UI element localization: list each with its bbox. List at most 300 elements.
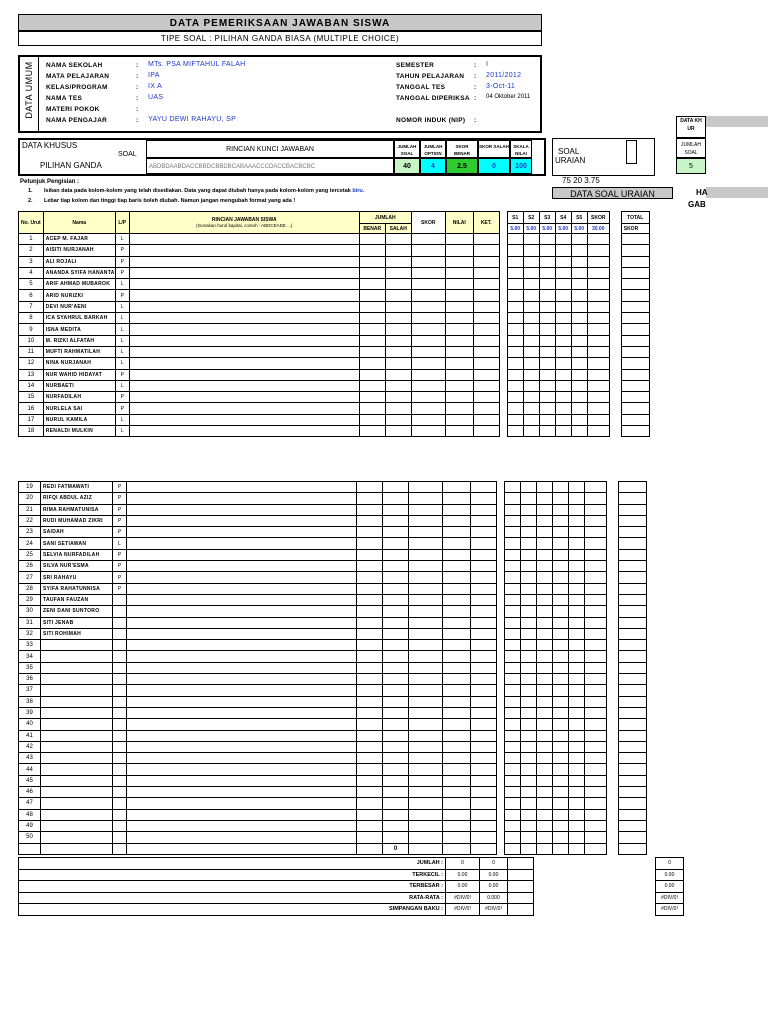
row-ket[interactable] [473,403,499,414]
row-s2[interactable] [521,538,537,549]
row-rincian[interactable] [127,719,357,730]
row-nama[interactable]: SELVIA NURFADILAH [41,549,113,560]
row-s3[interactable] [539,403,555,414]
row-s1[interactable] [505,617,521,628]
row-ket[interactable] [473,324,499,335]
row-s5[interactable] [571,358,587,369]
row-ket[interactable] [471,707,497,718]
row-ket[interactable] [471,674,497,685]
row-ket[interactable] [473,380,499,391]
row-s1[interactable] [505,787,521,798]
row-s2[interactable] [521,685,537,696]
row-s4[interactable] [553,628,569,639]
row-s2[interactable] [521,628,537,639]
row-s1[interactable] [505,572,521,583]
row-lp[interactable] [113,787,127,798]
row-s1[interactable] [507,245,523,256]
row-s2[interactable] [521,798,537,809]
row-s4[interactable] [553,696,569,707]
row-s4[interactable] [555,392,571,403]
row-s5[interactable] [571,301,587,312]
row-ket[interactable] [471,583,497,594]
row-ket[interactable] [473,279,499,290]
row-s1[interactable] [507,234,523,245]
row-s2[interactable] [521,832,537,843]
row-s4[interactable] [555,267,571,278]
row-s2[interactable] [523,369,539,380]
row-s4[interactable] [553,674,569,685]
row-s5[interactable] [571,403,587,414]
khusus-col-value[interactable]: 4 [420,158,446,174]
row-ket[interactable] [471,561,497,572]
row-rincian[interactable] [127,482,357,493]
row-s2[interactable] [521,820,537,831]
row-s1[interactable] [505,482,521,493]
row-s3[interactable] [537,832,553,843]
row-s3[interactable] [539,369,555,380]
row-s5[interactable] [569,606,585,617]
row-s3[interactable] [537,685,553,696]
row-s3[interactable] [539,414,555,425]
row-s2[interactable] [523,403,539,414]
row-ket[interactable] [471,617,497,628]
row-lp[interactable]: L [115,313,129,324]
row-lp[interactable] [113,809,127,820]
row-rincian[interactable] [127,662,357,673]
row-s5[interactable] [569,753,585,764]
row-ket[interactable] [473,267,499,278]
row-s4[interactable] [553,730,569,741]
row-s3[interactable] [539,346,555,357]
row-s3[interactable] [537,764,553,775]
row-s3[interactable] [537,504,553,515]
row-s3[interactable] [539,313,555,324]
row-s5[interactable] [569,493,585,504]
row-lp[interactable] [113,730,127,741]
row-s4[interactable] [553,561,569,572]
umum-value[interactable]: YAYU DEWI RAHAYU, SP [148,116,237,123]
row-lp[interactable]: L [113,538,127,549]
row-s1[interactable] [507,426,523,437]
row-nama[interactable]: SILVA NUR'ESMA [41,561,113,572]
row-rincian[interactable] [129,279,359,290]
row-s3[interactable] [537,730,553,741]
row-lp[interactable] [113,651,127,662]
row-lp[interactable] [113,832,127,843]
row-nama[interactable]: M. RIZKI ALFATAH [43,335,115,346]
row-s3[interactable] [539,245,555,256]
row-nama[interactable]: SITI JENAB [41,617,113,628]
row-s2[interactable] [523,313,539,324]
row-ket[interactable] [471,696,497,707]
row-nama[interactable] [41,685,113,696]
row-s2[interactable] [521,527,537,538]
row-s1[interactable] [505,719,521,730]
row-s5[interactable] [571,335,587,346]
row-s3[interactable] [537,820,553,831]
uraian-skor-value[interactable]: 5.00 [571,224,587,234]
row-lp[interactable] [113,594,127,605]
row-s1[interactable] [505,764,521,775]
row-nama[interactable]: NURUL KAMILA [43,414,115,425]
row-lp[interactable]: L [115,414,129,425]
row-rincian[interactable] [127,617,357,628]
row-s3[interactable] [537,628,553,639]
row-lp[interactable] [113,685,127,696]
uraian-skor-value[interactable]: 5.00 [539,224,555,234]
row-ket[interactable] [473,358,499,369]
row-ket[interactable] [471,775,497,786]
row-s2[interactable] [521,775,537,786]
row-s5[interactable] [569,809,585,820]
row-s1[interactable] [505,594,521,605]
row-s1[interactable] [505,640,521,651]
row-s1[interactable] [507,313,523,324]
row-lp[interactable] [113,798,127,809]
row-lp[interactable]: P [113,561,127,572]
row-s2[interactable] [521,651,537,662]
row-s4[interactable] [555,369,571,380]
row-s4[interactable] [553,787,569,798]
umum-value[interactable]: I [486,61,489,68]
row-s3[interactable] [539,358,555,369]
row-rincian[interactable] [129,245,359,256]
row-s5[interactable] [569,583,585,594]
row-s4[interactable] [555,256,571,267]
row-s2[interactable] [521,753,537,764]
row-s3[interactable] [539,301,555,312]
row-rincian[interactable] [127,606,357,617]
row-s2[interactable] [521,696,537,707]
row-ket[interactable] [471,572,497,583]
row-s1[interactable] [505,674,521,685]
row-s3[interactable] [539,256,555,267]
row-rincian[interactable] [127,651,357,662]
row-lp[interactable]: P [113,515,127,526]
row-s5[interactable] [571,426,587,437]
row-s5[interactable] [571,392,587,403]
row-nama[interactable]: ISNA MEDITA [43,324,115,335]
row-lp[interactable] [113,606,127,617]
row-s4[interactable] [553,504,569,515]
row-s2[interactable] [523,426,539,437]
row-rincian[interactable] [129,301,359,312]
row-lp[interactable] [113,696,127,707]
row-s4[interactable] [555,245,571,256]
row-nama[interactable] [41,832,113,843]
row-lp[interactable]: P [115,290,129,301]
row-s3[interactable] [539,290,555,301]
row-s3[interactable] [537,617,553,628]
row-lp[interactable]: P [115,245,129,256]
row-s2[interactable] [523,335,539,346]
row-lp[interactable]: P [113,482,127,493]
row-s4[interactable] [553,741,569,752]
row-lp[interactable]: L [115,324,129,335]
row-s3[interactable] [539,392,555,403]
row-ket[interactable] [473,369,499,380]
row-rincian[interactable] [129,392,359,403]
row-nama[interactable] [41,798,113,809]
row-s3[interactable] [537,674,553,685]
row-s1[interactable] [505,707,521,718]
row-s1[interactable] [507,346,523,357]
row-s3[interactable] [537,809,553,820]
row-s2[interactable] [521,764,537,775]
row-nama[interactable] [41,820,113,831]
umum-value[interactable]: IPA [148,72,160,79]
row-s4[interactable] [553,606,569,617]
row-s4[interactable] [553,764,569,775]
row-nama[interactable]: SAIDAH [41,527,113,538]
row-ket[interactable] [473,426,499,437]
row-rincian[interactable] [127,594,357,605]
row-s1[interactable] [505,628,521,639]
row-lp[interactable]: P [115,267,129,278]
row-s4[interactable] [555,324,571,335]
row-nama[interactable]: RENALDI MULKIN [43,426,115,437]
row-s1[interactable] [505,798,521,809]
uraian-skor-value[interactable]: 5.00 [507,224,523,234]
row-nama[interactable]: ICA SYAHRUL BARKAH [43,313,115,324]
row-ket[interactable] [471,719,497,730]
row-nama[interactable] [41,741,113,752]
row-s3[interactable] [537,662,553,673]
row-rincian[interactable] [127,775,357,786]
row-s3[interactable] [537,572,553,583]
row-ket[interactable] [473,392,499,403]
row-s5[interactable] [569,696,585,707]
row-rincian[interactable] [129,380,359,391]
row-nama[interactable]: NINA NURJANAH [43,358,115,369]
row-ket[interactable] [471,527,497,538]
row-rincian[interactable] [127,640,357,651]
row-s2[interactable] [523,234,539,245]
row-s5[interactable] [569,832,585,843]
row-s2[interactable] [521,515,537,526]
row-s4[interactable] [553,482,569,493]
row-ket[interactable] [471,504,497,515]
row-rincian[interactable] [127,515,357,526]
row-s4[interactable] [553,617,569,628]
row-s5[interactable] [569,572,585,583]
khusus-col-value[interactable]: 100 [510,158,532,174]
row-s5[interactable] [571,256,587,267]
row-ket[interactable] [473,256,499,267]
row-lp[interactable]: L [115,335,129,346]
row-s3[interactable] [539,279,555,290]
row-s3[interactable] [539,267,555,278]
row-ket[interactable] [471,798,497,809]
row-s2[interactable] [521,662,537,673]
row-lp[interactable] [113,707,127,718]
row-s2[interactable] [521,482,537,493]
row-s2[interactable] [521,719,537,730]
row-s3[interactable] [537,798,553,809]
row-s3[interactable] [537,606,553,617]
row-rincian[interactable] [129,267,359,278]
row-s5[interactable] [569,561,585,572]
row-s1[interactable] [507,267,523,278]
row-s2[interactable] [521,809,537,820]
umum-value[interactable]: 2011/2012 [486,72,522,79]
row-rincian[interactable] [127,809,357,820]
row-s1[interactable] [507,392,523,403]
row-lp[interactable]: L [115,301,129,312]
row-lp[interactable] [113,628,127,639]
row-rincian[interactable] [127,730,357,741]
row-ket[interactable] [473,234,499,245]
row-s5[interactable] [569,482,585,493]
row-s1[interactable] [505,685,521,696]
row-s4[interactable] [553,549,569,560]
row-lp[interactable]: L [115,346,129,357]
row-s4[interactable] [553,572,569,583]
row-s2[interactable] [523,414,539,425]
row-s3[interactable] [539,335,555,346]
row-nama[interactable] [41,674,113,685]
row-nama[interactable] [41,707,113,718]
row-s4[interactable] [553,594,569,605]
row-s4[interactable] [555,279,571,290]
row-s4[interactable] [553,820,569,831]
row-s1[interactable] [505,515,521,526]
row-s5[interactable] [571,234,587,245]
row-ket[interactable] [471,753,497,764]
row-rincian[interactable] [129,346,359,357]
row-s5[interactable] [569,764,585,775]
row-lp[interactable] [113,674,127,685]
row-s5[interactable] [571,414,587,425]
row-s2[interactable] [523,324,539,335]
row-s4[interactable] [553,798,569,809]
row-lp[interactable] [113,741,127,752]
row-s1[interactable] [505,493,521,504]
row-s5[interactable] [569,617,585,628]
row-s5[interactable] [569,787,585,798]
row-s2[interactable] [523,267,539,278]
row-s5[interactable] [569,640,585,651]
row-nama[interactable] [41,662,113,673]
row-rincian[interactable] [129,256,359,267]
row-s4[interactable] [555,426,571,437]
row-s1[interactable] [505,730,521,741]
row-ket[interactable] [471,628,497,639]
row-nama[interactable] [41,809,113,820]
row-nama[interactable]: NURFADILAH [43,392,115,403]
row-rincian[interactable] [127,741,357,752]
row-nama[interactable]: DEVI NUR'AENI [43,301,115,312]
row-s3[interactable] [537,707,553,718]
row-nama[interactable]: ARIF AHMAD MUBAROK [43,279,115,290]
row-nama[interactable]: RUDI MUHAMAD ZIKRI [41,515,113,526]
row-rincian[interactable] [127,820,357,831]
row-s3[interactable] [537,696,553,707]
row-s2[interactable] [521,549,537,560]
row-rincian[interactable] [127,832,357,843]
row-ket[interactable] [471,820,497,831]
row-nama[interactable] [41,651,113,662]
row-nama[interactable]: ZENI DANI SUNTORO [41,606,113,617]
row-s5[interactable] [571,369,587,380]
row-s2[interactable] [521,606,537,617]
row-s2[interactable] [521,493,537,504]
row-s3[interactable] [537,493,553,504]
row-ket[interactable] [473,245,499,256]
row-ket[interactable] [471,549,497,560]
row-nama[interactable]: RIFQI ABDUL AZIZ [41,493,113,504]
row-s4[interactable] [553,493,569,504]
row-s2[interactable] [521,707,537,718]
row-rincian[interactable] [129,369,359,380]
row-ket[interactable] [471,594,497,605]
row-nama[interactable]: SITI ROHIMAH [41,628,113,639]
row-nama[interactable]: ANANDA SYIFA HANANTA [43,267,115,278]
row-s3[interactable] [537,538,553,549]
row-s4[interactable] [555,313,571,324]
row-s4[interactable] [553,832,569,843]
row-s4[interactable] [553,685,569,696]
row-s5[interactable] [569,730,585,741]
row-ket[interactable] [471,538,497,549]
row-nama[interactable]: REDI FATMAWATI [41,482,113,493]
row-s4[interactable] [555,234,571,245]
row-s3[interactable] [537,787,553,798]
row-s4[interactable] [555,301,571,312]
row-s3[interactable] [539,380,555,391]
row-nama[interactable]: SRI RAHAYU [41,572,113,583]
row-rincian[interactable] [127,798,357,809]
row-rincian[interactable] [127,493,357,504]
row-ket[interactable] [471,741,497,752]
row-lp[interactable]: P [115,392,129,403]
row-lp[interactable]: P [113,572,127,583]
row-s3[interactable] [537,561,553,572]
row-rincian[interactable] [127,549,357,560]
row-s3[interactable] [537,583,553,594]
row-nama[interactable] [41,753,113,764]
row-s3[interactable] [539,234,555,245]
row-s1[interactable] [505,549,521,560]
row-s4[interactable] [555,358,571,369]
row-s2[interactable] [523,256,539,267]
row-nama[interactable] [41,775,113,786]
row-ket[interactable] [471,730,497,741]
row-s1[interactable] [507,301,523,312]
row-rincian[interactable] [129,335,359,346]
row-s3[interactable] [537,527,553,538]
uraian-skor-value[interactable]: 5.00 [523,224,539,234]
row-s3[interactable] [537,719,553,730]
row-ket[interactable] [471,651,497,662]
row-s1[interactable] [507,279,523,290]
row-s3[interactable] [539,426,555,437]
row-rincian[interactable] [127,696,357,707]
row-s4[interactable] [553,651,569,662]
row-s5[interactable] [569,527,585,538]
row-s3[interactable] [537,753,553,764]
row-s1[interactable] [505,662,521,673]
row-s5[interactable] [571,290,587,301]
row-s5[interactable] [569,674,585,685]
row-lp[interactable] [113,617,127,628]
row-rincian[interactable] [127,707,357,718]
row-s1[interactable] [505,696,521,707]
row-ket[interactable] [471,832,497,843]
khusus-col-value[interactable]: 2.5 [446,158,478,174]
row-nama[interactable]: AISITI NURJANAH [43,245,115,256]
row-s2[interactable] [523,301,539,312]
